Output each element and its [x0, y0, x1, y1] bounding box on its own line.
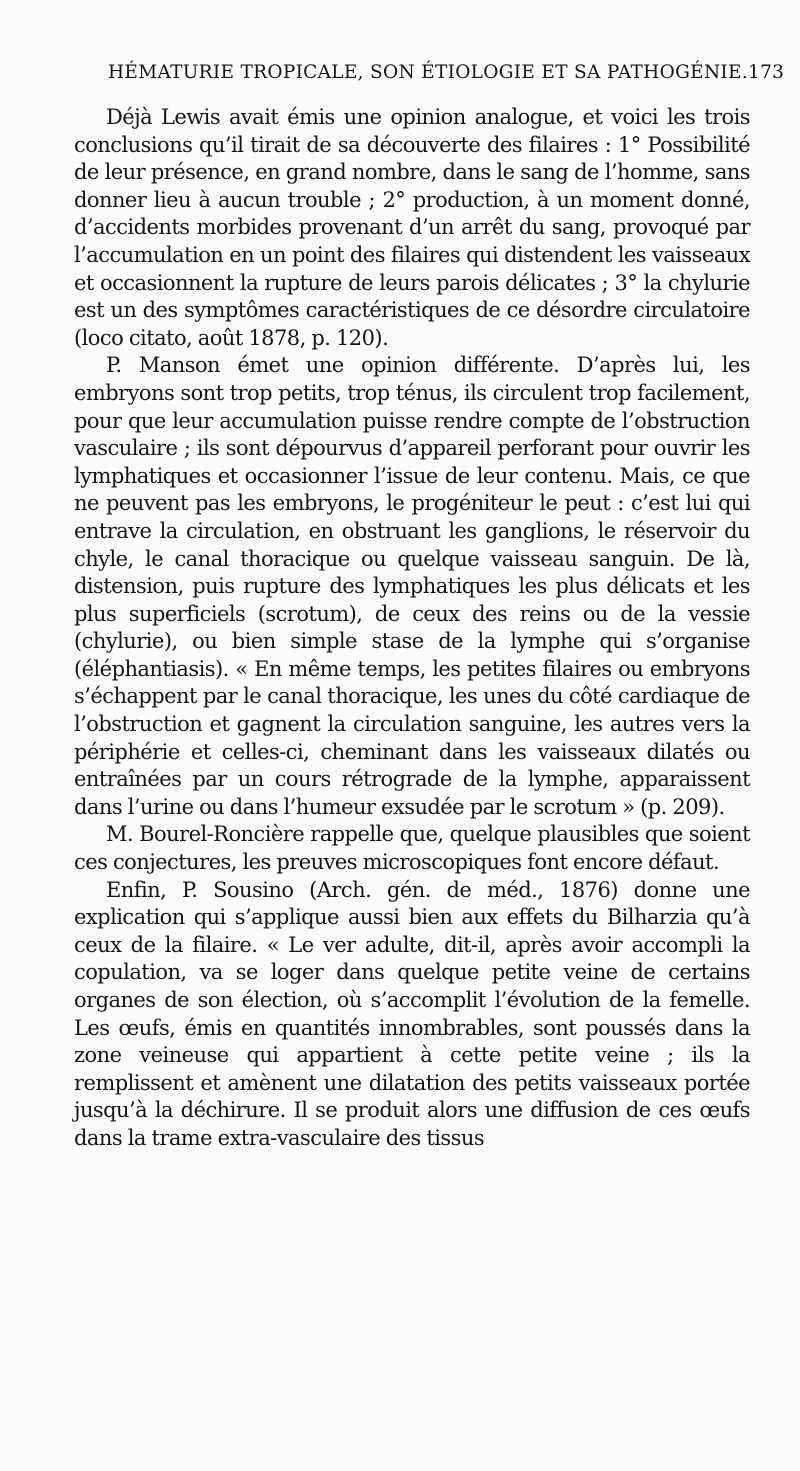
- running-head: [108, 62, 785, 92]
- running-head-title: HÉMATURIE TROPICALE, SON ÉTIOLOGIE ET SA PATHOGÉNIE.: [108, 62, 749, 83]
- body-text: [74, 104, 750, 1153]
- paragraph-sousino: Enfin, P. Sousino (Arch. gén. de méd., 1876) donne une explication qui s’applique aussi bien aux effets du Bilharzia qu’à ceux de la filaire. « Le ver adulte, dit-il, après avoir accompli la copulation, va se loger dans quelque petite veine de certains organes de son élection, où s’accomplit l’évolution de la femelle. Les œufs, émis en quantités innombrables, sont poussés dans la zone veineuse qui appartient à cette petite veine ; ils la remplissent et amènent une dilatation des petits vaisseaux portée jusqu’à la déchirure. Il se produit alors une diffusion de ces œufs dans la trame extra-vasculaire des tissus: [74, 877, 750, 1150]
- page-number: 173: [748, 62, 785, 83]
- paragraph-manson: P. Manson émet une opinion différente. D’après lui, les embryons sont trop petits, trop ténus, ils circulent trop facilement, pour que leur accumulation puisse rendre compte de l’obstruction vasculaire ; ils sont dépourvus d’appareil perforant pour ouvrir les lymphatiques et occasionner l’issue de leur contenu. Mais, ce que ne peuvent pas les embryons, le progéniteur le peut : c’est lui qui entrave la circulation, en obstruant les ganglions, le réservoir du chyle, le canal thoracique ou quelque vaisseau sanguin. De là, distension, puis rupture des lymphatiques les plus délicats et les plus superficiels (scrotum), de ceux des reins ou de la vessie (chylurie), ou bien simple stase de la lymphe qui s’organise (éléphantiasis). « En même temps, les petites filaires ou embryons s’échappent par le canal thoracique, les unes du côté cardiaque de l’obstruction et gagnent la circulation sanguine, les autres vers la périphérie et celles-ci, cheminant dans les vaisseaux dilatés ou entraînées par un cours rétrograde de la lymphe, apparaissent dans l’urine ou dans l’humeur exsudée par le scrotum » (p. 209).: [74, 353, 750, 819]
- paragraph-bourel-ronciere: M. Bourel-Roncière rappelle que, quelque plausibles que soient ces conjectures, les preuves microscopiques font encore défaut.: [74, 822, 750, 875]
- paragraph-lewis: Déjà Lewis avait émis une opinion analogue, et voici les trois conclusions qu’il tirait de sa découverte des filaires : 1° Possibilité de leur présence, en grand nombre, dans le sang de l’homme, sans donner lieu à aucun trouble ; 2° production, à un moment donné, d’accidents morbides provenant d’un arrêt du sang, provoqué par l’accumulation en un point des filaires qui distendent les vaisseaux et occasionnent la rupture de leurs parois délicates ; 3° la chylurie est un des symptômes caractéristiques de ce désordre circulatoire (loco citato, août 1878, p. 120).: [74, 105, 750, 350]
